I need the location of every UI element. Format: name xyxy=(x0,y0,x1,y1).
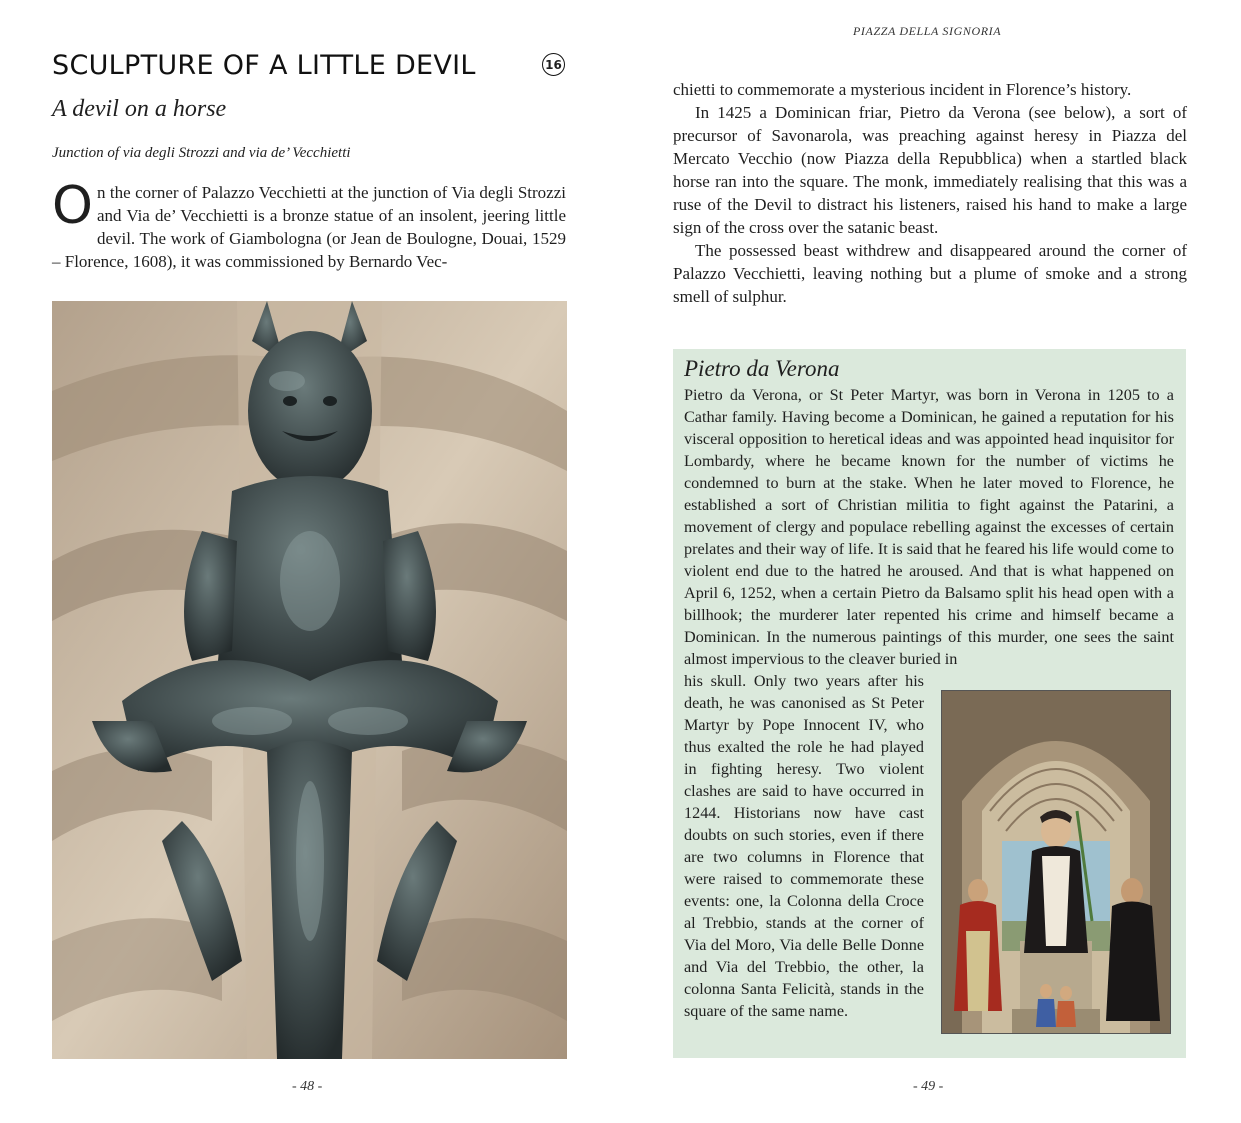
sidebar-text-column: his skull. Only two years after his death, he was canonised as St Peter Martyr by Pope Innocent IV, who thus exalted the role he had played in fighting heresy. Two violent clashes are said to have occurred in 1244. Historians now have cast doubts on such stories, even if there are two columns in Florence that were raised to commemorate these events: one, la Colonna della Croce al Trebbio, stands at the corner of Via del Moro, Via delle Belle Donne and Via del Trebbio, the other, la colonna Santa Felicità, stands in the square of the same name. xyxy=(684,672,924,1020)
entry-number-badge: 16 xyxy=(542,53,565,76)
devil-sculpture-photo xyxy=(52,301,567,1059)
drop-cap: O xyxy=(52,176,93,236)
body-text xyxy=(673,78,1187,308)
location-address: Junction of via degli Strozzi and via de’ Vecchietti xyxy=(52,145,351,161)
running-head: PIAZZA DELLA SIGNORIA xyxy=(853,24,1002,38)
article-title: SCULPTURE OF A LITTLE DEVIL xyxy=(52,50,476,81)
saint-peter-martyr-painting xyxy=(941,690,1171,1034)
left-page xyxy=(0,0,620,1123)
intro-paragraph xyxy=(52,176,566,273)
body-paragraph: The possessed beast withdrew and disappeared around the corner of Palazzo Vecchietti, leaving nothing but a plume of smoke and a strong smell of sulphur. xyxy=(673,241,1187,306)
sidebar-title: Pietro da Verona xyxy=(684,356,840,381)
body-paragraph: chietti to commemorate a mysterious incident in Florence’s history. xyxy=(673,80,1132,99)
intro-text: n the corner of Palazzo Vecchietti at the junction of Via degli Strozzi and Via de’ Vecchietti is a bronze statue of an insolent, jeering little devil. The work of Giambologna (or Jean de Boulogne, Douai, 1529 – Florence, 1608), it was commissioned by Bernardo Vec- xyxy=(52,183,566,271)
right-page xyxy=(620,0,1241,1123)
page-number-right: - 49 - xyxy=(913,1079,944,1094)
sidebar-text: Pietro da Verona, or St Peter Martyr, was born in Verona in 1205 to a Cathar family. Having become a Dominican, he gained a reputation for his visceral opposition to heretical ideas and was appointed head inquisitor for Lombardy, where he became known for the number of victims he condemned to burn at the stake. When he later moved to Florence, he established a sort of Christian militia to fight against the Patarini, a movement of clergy and populace rebelling against the excesses of certain prelates and their way of life. It is said that he feared his life would come to violent end due to the hatred he aroused. And that is what happened on April 6, 1252, when a certain Pietro da Balsamo split his head open with a billhook; the murderer later repented his crime and himself became a Dominican. In the numerous paintings of this murder, one sees the saint almost impervious to the cleaver buried in xyxy=(684,386,1174,668)
sidebar-box xyxy=(673,349,1186,1058)
page-number-left: - 48 - xyxy=(292,1079,323,1094)
body-paragraph: In 1425 a Dominican friar, Pietro da Verona (see below), a sort of precursor of Savonarola, was preaching against heresy in Piazza del Mercato Vecchio (now Piazza della Repubblica) when a startled black horse ran into the square. The monk, immediately realising that this was a ruse of the Devil to distract his listeners, raised his hand to make a large sign of the cross over the satanic beast. xyxy=(673,103,1187,237)
article-subtitle: A devil on a horse xyxy=(52,96,227,122)
